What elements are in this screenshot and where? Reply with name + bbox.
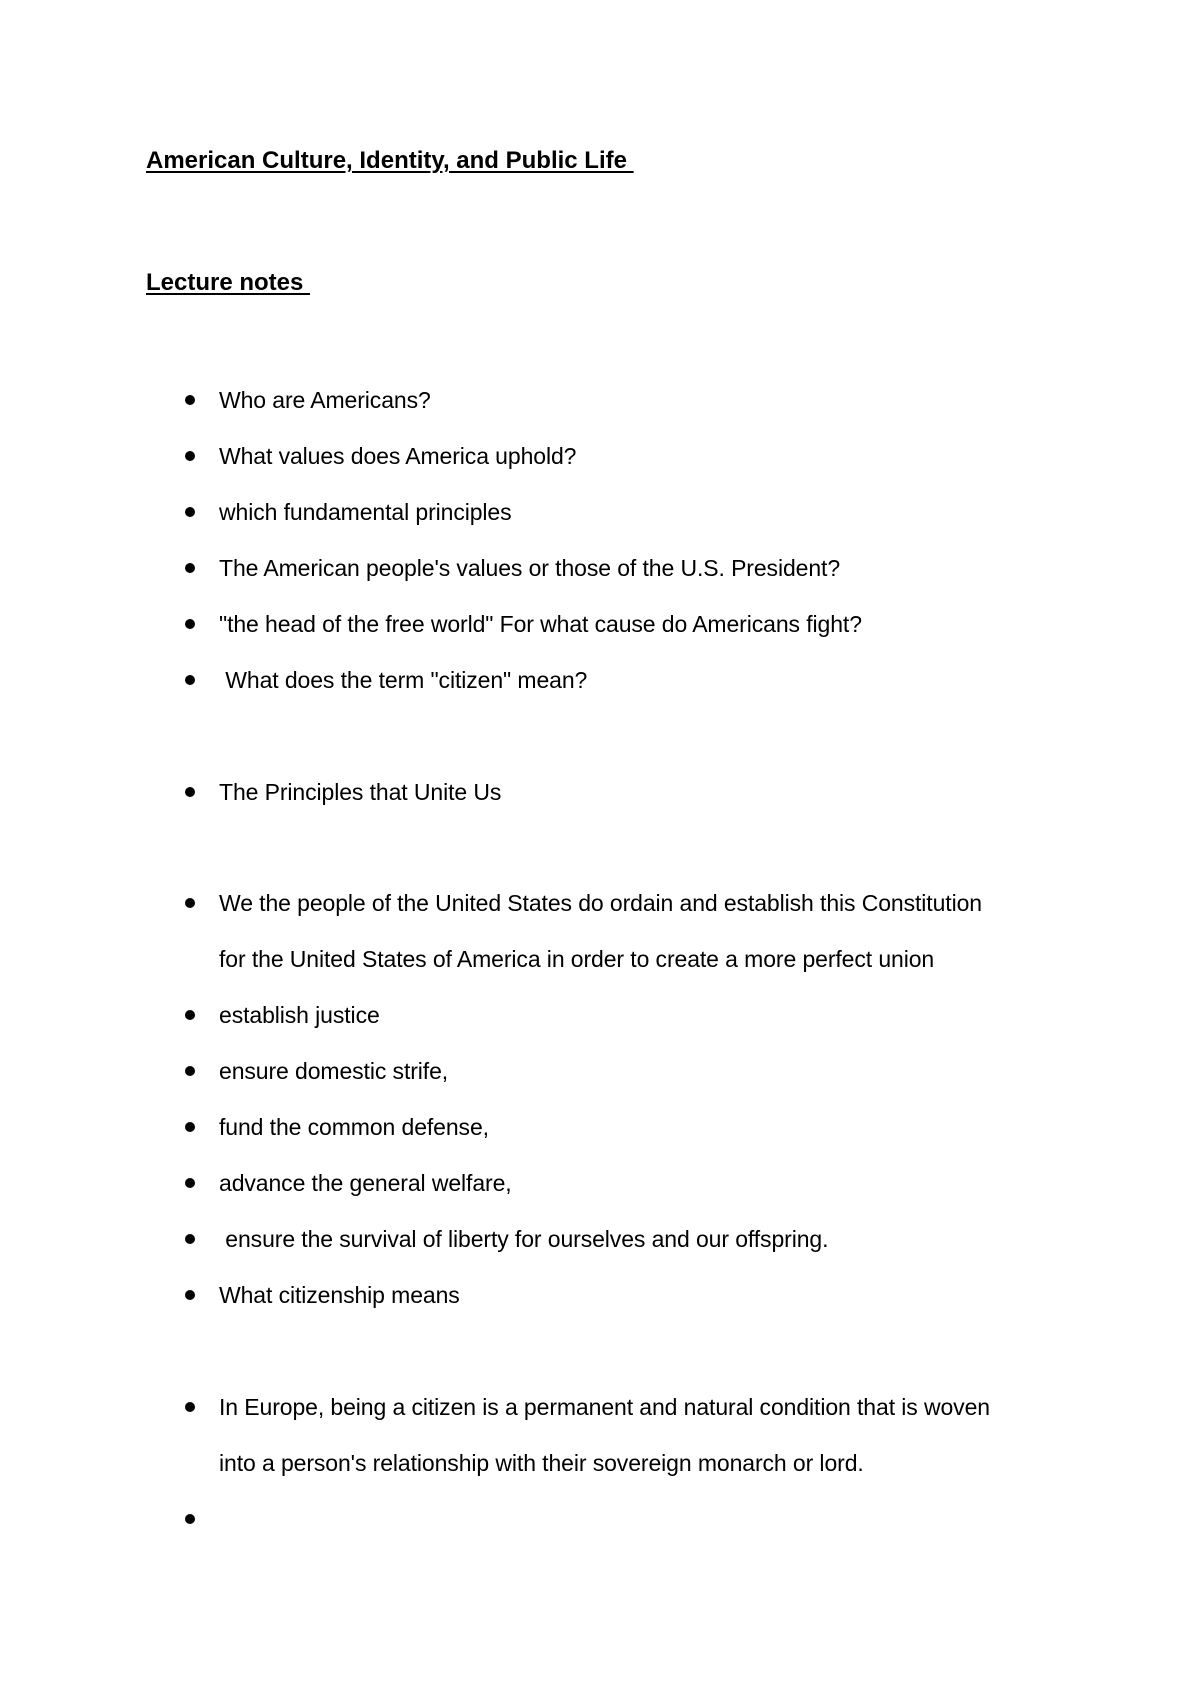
bullet-dot-icon <box>185 787 195 797</box>
list-item-text: We the people of the United States do ordain and establish this Constitution <box>219 890 982 916</box>
bullet-dot-icon <box>185 898 195 908</box>
bullet-dot-icon <box>185 619 195 629</box>
bullet-dot-icon <box>185 451 195 461</box>
list-item-text: which fundamental principles <box>219 499 512 525</box>
list-item-text: ensure domestic strife, <box>219 1058 449 1084</box>
list-item-text: advance the general welfare, <box>219 1170 512 1196</box>
list-item-text: into a person's relationship with their sovereign monarch or lord. <box>219 1450 864 1476</box>
bullet-dot-icon <box>185 1514 195 1524</box>
list-item-text: The Principles that Unite Us <box>219 779 502 805</box>
bullet-dot-icon <box>185 1402 195 1412</box>
list-item-text: The American people's values or those of the U.S. President? <box>219 555 841 581</box>
bullet-dot-icon <box>185 1010 195 1020</box>
list-item-text: establish justice <box>219 1002 380 1028</box>
document-title: American Culture, Identity, and Public Life <box>146 147 634 174</box>
bullet-dot-icon <box>185 507 195 517</box>
list-item-text: In Europe, being a citizen is a permanent and natural condition that is woven <box>219 1394 990 1420</box>
bullet-dot-icon <box>185 1066 195 1076</box>
list-item-text: ensure the survival of liberty for ourselves and our offspring. <box>219 1226 829 1252</box>
list-item-text: "the head of the free world" For what cause do Americans fight? <box>219 611 862 637</box>
bullet-dot-icon <box>185 563 195 573</box>
list-item-text: What citizenship means <box>219 1282 460 1308</box>
list-item-text: What does the term "citizen" mean? <box>219 667 588 693</box>
list-item-text: fund the common defense, <box>219 1114 489 1140</box>
section-title: Lecture notes <box>146 269 311 296</box>
bullet-dot-icon <box>185 1122 195 1132</box>
list-item-text: What values does America uphold? <box>219 443 577 469</box>
list-item-text: for the United States of America in order to create a more perfect union <box>219 946 935 972</box>
bullet-dot-icon <box>185 1290 195 1300</box>
bullet-dot-icon <box>185 675 195 685</box>
list-item-text: Who are Americans? <box>219 387 431 413</box>
bullet-dot-icon <box>185 1234 195 1244</box>
bullet-dot-icon <box>185 395 195 405</box>
bullet-dot-icon <box>185 1178 195 1188</box>
